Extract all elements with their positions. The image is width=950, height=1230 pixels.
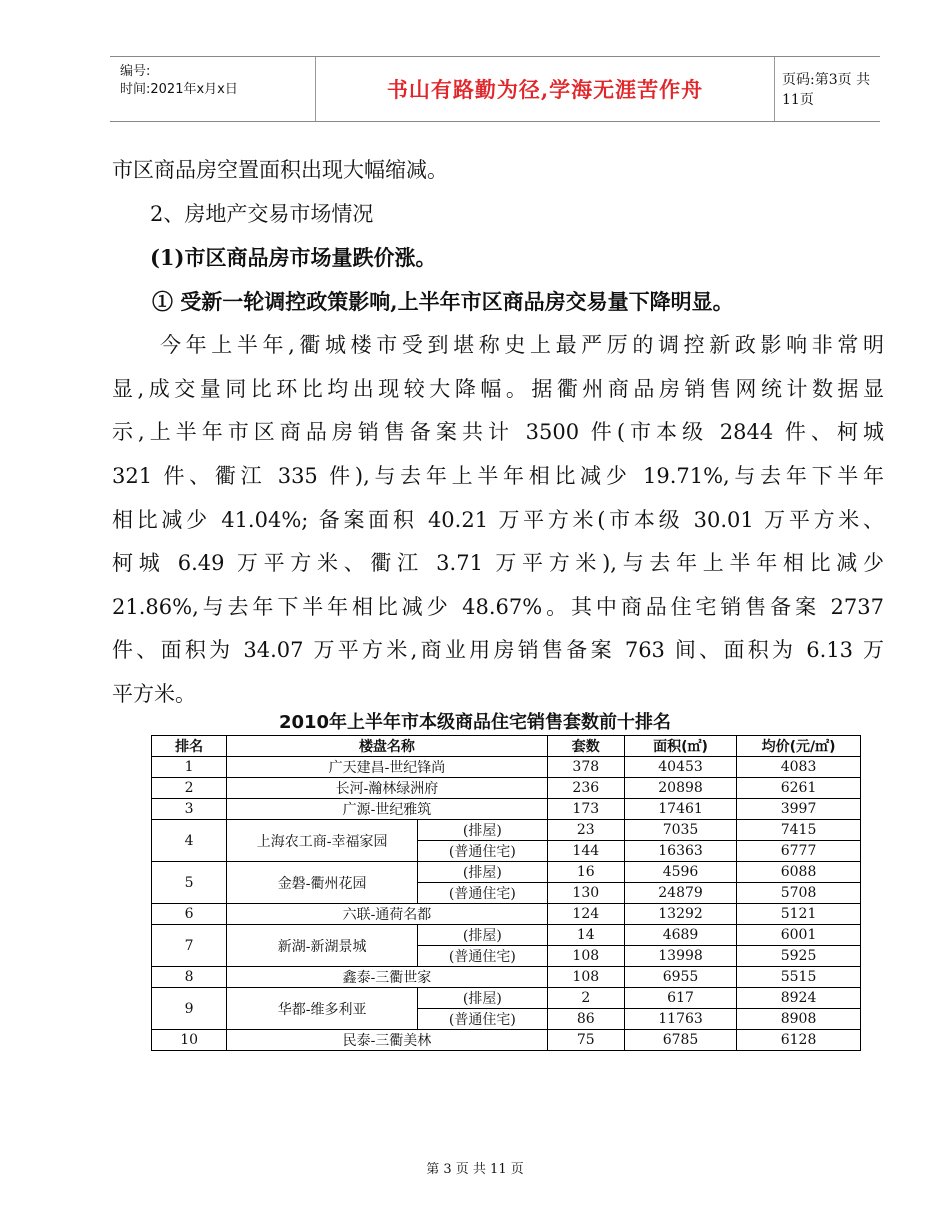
- cell-area: 617: [624, 988, 736, 1009]
- cell-units: 173: [547, 799, 624, 820]
- cell-area: 11763: [624, 1009, 736, 1030]
- cell-area: 4689: [624, 925, 736, 946]
- para-line: 21.86%,与去年下半年相比减少 48.67%。其中商品住宅销售备案 2737: [112, 595, 884, 619]
- cell-units: 14: [547, 925, 624, 946]
- cell-units: 2: [547, 988, 624, 1009]
- header-motto: 书山有路勤为径,学海无涯苦作舟: [315, 57, 775, 121]
- cell-price: 7415: [737, 820, 861, 841]
- cell-units: 108: [547, 967, 624, 988]
- ranking-table: [151, 735, 861, 1051]
- cell-units: 108: [547, 946, 624, 967]
- para-line: 显,成交量同比环比均出现较大降幅。据衢州商品房销售网统计数据显: [112, 377, 884, 401]
- cell-area: 6785: [624, 1030, 736, 1051]
- cell-rank: 1: [152, 757, 227, 778]
- cell-units: 124: [547, 904, 624, 925]
- cell-rank: 6: [152, 904, 227, 925]
- cell-price: 6128: [737, 1030, 861, 1051]
- table-row: [152, 904, 861, 925]
- col-header-area: 面积(㎡): [624, 736, 736, 757]
- cell-price: 8908: [737, 1009, 861, 1030]
- col-header-rank: 排名: [152, 736, 227, 757]
- table-row: [152, 988, 861, 1009]
- cell-price: 5708: [737, 883, 861, 904]
- cell-area: 17461: [624, 799, 736, 820]
- cell-price: 5121: [737, 904, 861, 925]
- cell-rank: 5: [152, 862, 227, 904]
- cell-house-type: (排屋): [418, 988, 548, 1009]
- cell-rank: 4: [152, 820, 227, 862]
- cell-house-type: (排屋): [418, 820, 548, 841]
- cell-project-name: 新湖-新湖景城: [227, 925, 418, 967]
- cell-price: 6261: [737, 778, 861, 799]
- cell-house-type: (普通住宅): [418, 841, 548, 862]
- cell-rank: 3: [152, 799, 227, 820]
- col-header-units: 套数: [547, 736, 624, 757]
- cell-area: 40453: [624, 757, 736, 778]
- cell-rank: 10: [152, 1030, 227, 1051]
- cell-area: 13998: [624, 946, 736, 967]
- table-row: [152, 967, 861, 988]
- subsection-heading: (1)市区商品房市场量跌价涨。: [150, 245, 437, 270]
- cell-rank: 7: [152, 925, 227, 967]
- col-header-price: 均价(元/㎡): [737, 736, 861, 757]
- cell-area: 4596: [624, 862, 736, 883]
- cell-house-type: (普通住宅): [418, 883, 548, 904]
- cell-project-name: 鑫泰-三衢世家: [227, 967, 547, 988]
- cell-project-name: 广天建昌-世纪锋尚: [227, 757, 547, 778]
- cell-units: 75: [547, 1030, 624, 1051]
- text-line: 市区商品房空置面积出现大幅缩减。: [112, 158, 448, 182]
- col-header-name: 楼盘名称: [227, 736, 547, 757]
- header-page-info: 页码:第3页 共11页: [782, 72, 871, 108]
- cell-rank: 2: [152, 778, 227, 799]
- para-line: 柯城 6.49 万平方米、衢江 3.71 万平方米),与去年上半年相比减少: [112, 551, 884, 575]
- cell-price: 6001: [737, 925, 861, 946]
- page-footer: 第 3 页 共 11 页: [426, 1162, 524, 1177]
- cell-rank: 8: [152, 967, 227, 988]
- para-line: 件、面积为 34.07 万平方米,商业用房销售备案 763 间、面积为 6.13 万: [112, 638, 884, 662]
- table-row: [152, 925, 861, 946]
- section-heading: 2、房地产交易市场情况: [150, 202, 374, 226]
- document-header: [110, 56, 880, 122]
- para-line: 平方米。: [112, 682, 196, 706]
- cell-price: 8924: [737, 988, 861, 1009]
- table-row: [152, 778, 861, 799]
- cell-rank: 9: [152, 988, 227, 1030]
- cell-units: 23: [547, 820, 624, 841]
- cell-price: 4083: [737, 757, 861, 778]
- cell-house-type: (普通住宅): [418, 1009, 548, 1030]
- header-number: 编号:: [120, 64, 151, 79]
- cell-project-name: 六联-通荷名都: [227, 904, 547, 925]
- cell-project-name: 华都-维多利亚: [227, 988, 418, 1030]
- table-row: [152, 862, 861, 883]
- cell-project-name: 民泰-三衢美林: [227, 1030, 547, 1051]
- point-heading: ① 受新一轮调控政策影响,上半年市区商品房交易量下降明显。: [152, 289, 734, 314]
- table-header-row: [152, 736, 861, 757]
- cell-house-type: (排屋): [418, 925, 548, 946]
- cell-area: 6955: [624, 967, 736, 988]
- cell-house-type: (普通住宅): [418, 946, 548, 967]
- cell-units: 236: [547, 778, 624, 799]
- cell-price: 6777: [737, 841, 861, 862]
- cell-area: 24879: [624, 883, 736, 904]
- cell-project-name: 金磐-衢州花园: [227, 862, 418, 904]
- table-row: [152, 757, 861, 778]
- table-row: [152, 1030, 861, 1051]
- cell-project-name: 上海农工商-幸福家园: [227, 820, 418, 862]
- cell-project-name: 广源-世纪雅筑: [227, 799, 547, 820]
- cell-price: 6088: [737, 862, 861, 883]
- cell-units: 378: [547, 757, 624, 778]
- cell-area: 13292: [624, 904, 736, 925]
- cell-units: 144: [547, 841, 624, 862]
- cell-units: 86: [547, 1009, 624, 1030]
- cell-project-name: 长河-瀚林绿洲府: [227, 778, 547, 799]
- cell-area: 20898: [624, 778, 736, 799]
- table-row: [152, 799, 861, 820]
- table-row: [152, 820, 861, 841]
- header-meta: [120, 63, 315, 99]
- cell-area: 16363: [624, 841, 736, 862]
- cell-area: 7035: [624, 820, 736, 841]
- para-line: 示,上半年市区商品房销售备案共计 3500 件(市本级 2844 件、柯城: [112, 420, 884, 444]
- cell-price: 5515: [737, 967, 861, 988]
- para-line: 相比减少 41.04%; 备案面积 40.21 万平方米(市本级 30.01 万平方米、: [112, 508, 884, 532]
- cell-price: 3997: [737, 799, 861, 820]
- table-title: 2010年上半年市本级商品住宅销售套数前十排名: [278, 712, 672, 733]
- header-time: 时间:2021年x月x日: [120, 82, 238, 97]
- cell-units: 130: [547, 883, 624, 904]
- cell-price: 5925: [737, 946, 861, 967]
- para-line: 今年上半年,衢城楼市受到堪称史上最严厉的调控新政影响非常明: [160, 333, 884, 357]
- cell-house-type: (排屋): [418, 862, 548, 883]
- para-line: 321 件、衢江 335 件),与去年上半年相比减少 19.71%,与去年下半年: [112, 464, 884, 488]
- cell-units: 16: [547, 862, 624, 883]
